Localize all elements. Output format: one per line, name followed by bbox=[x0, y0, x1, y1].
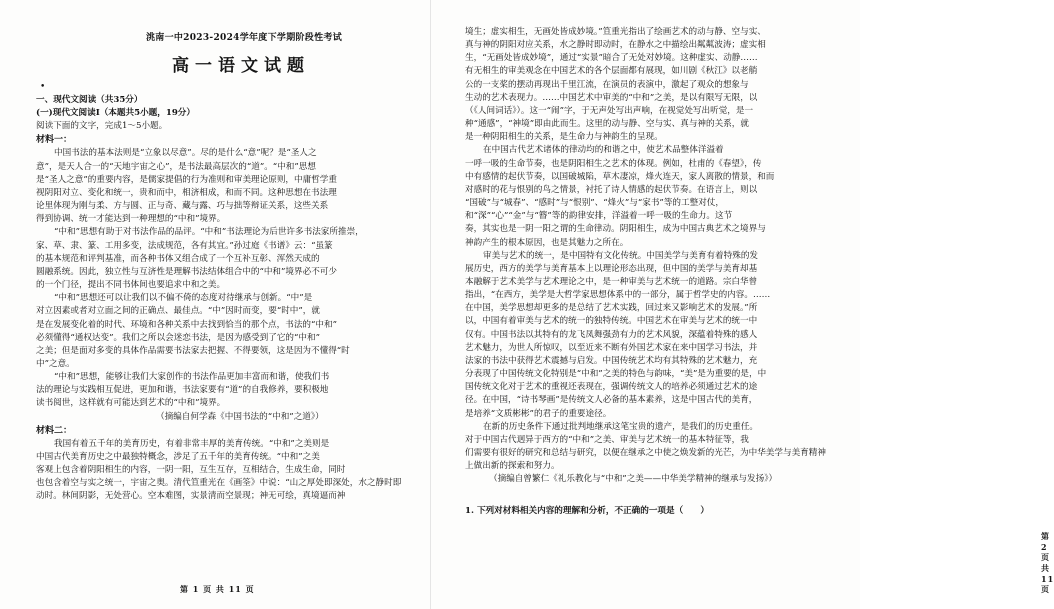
text-line: 论里体现为刚与柔、方与圆、正与奇、藏与露、巧与拙等辩证关系，这些关系 bbox=[36, 201, 329, 212]
text-line: 指出，“在西方，美学是大哲学家思想体系中的一部分，属于哲学史的内容。…… bbox=[465, 290, 771, 301]
exam-title: 高一语文试题 bbox=[172, 56, 310, 76]
material-1-source: （摘编自何学森《中国书法的“中和”之道》） bbox=[156, 411, 324, 422]
text-line: “中和”思想还可以让我们以不偏不倚的态度对待继承与创新。“中”是 bbox=[54, 293, 313, 304]
text-line: 也包含着空与实之统一，宇宙之奥。清代笪重光在《画筌》中说：“山之厚处即深处，水之静时即 bbox=[36, 478, 402, 489]
page-footer-1: 第 1 页 共 11 页 bbox=[180, 584, 255, 594]
material-2-body bbox=[36, 438, 412, 504]
text-line: 法的理论与实践相互促进，更加和谐，书法家要有“道”的自我修养，要积极地 bbox=[36, 385, 329, 396]
text-line: “中和”思想有助于对书法作品的品评。“中和”书法理论为后世许多书法家所推崇， bbox=[54, 227, 364, 238]
text-line: 在新的历史条件下通过批判地继承这笔宝贵的遗产，是我们的历史重任。 bbox=[483, 421, 759, 432]
text-line: 视阴阳对立、变化和统一，贵和而中，相济相成，和而不同。这种思想在书法理 bbox=[36, 187, 337, 198]
bullet-mark: • bbox=[40, 82, 46, 92]
material-2-heading: 材料二： bbox=[36, 425, 73, 436]
text-line: 径。在中国，“诗书琴画”是传统文人必备的基本素养，这是中国古代的美育， bbox=[465, 395, 758, 406]
page-footer-2: 第 2 页 共 11 页 bbox=[1041, 531, 1054, 594]
text-line: 是在发展变化着的时代、环境和各种关系中去找到恰当的那个点，书法的“中和” bbox=[36, 319, 337, 330]
text-line: 的一个门径，提出不同书体间也要追求中和之美。 bbox=[36, 280, 226, 291]
text-line: 生，“无画处皆成妙境”，通过“实景”暗合了无处对妙境。这种虚实、动静…… bbox=[465, 53, 758, 64]
page-left bbox=[0, 0, 430, 609]
material-1-body bbox=[36, 147, 412, 410]
text-line: 是一种阴阳相生的关系，是生命力与神韵生的呈现。 bbox=[465, 132, 663, 143]
text-line: “国破”与“城春”、“感时”与“恨别”、“烽火”与“家书”等的工整对仗， bbox=[465, 198, 724, 209]
text-line: 奏，其实也是一阴一阳之谓的生命律动。阴阳相生，成为中国古典艺术之境界与 bbox=[465, 224, 766, 235]
text-line: 的基本规范和评判基准，而各种书体又组合成了一个互补互彰、浑然天成的 bbox=[36, 253, 320, 264]
text-line: 中国古代美育历史之中最独特概念，涉足了五千年的美育传统。“中和”之美 bbox=[36, 451, 320, 462]
text-line: 以，中国有着审美与艺术的统一的独特传统。中国艺术在审美与艺术的统一中 bbox=[465, 316, 758, 327]
text-line: 展历史，西方的美学与美育基本上以理论形态出现，但中国的美学与美育却基 bbox=[465, 263, 758, 274]
text-line: 动时。林间阴影，无处营心。空本难图，实景清而空景现；神无可绘，真境逼而神 bbox=[36, 491, 346, 502]
text-line: 们需要有很好的研究和总结与研究，以便在继承之中使之焕发新的光芒，为中华美学与美育精神 bbox=[465, 448, 826, 458]
text-line: 是“圣人之意”的重要内容，是儒家提倡的行为准则和审美理论原则，中庸哲学重 bbox=[36, 174, 337, 185]
text-line: 客观上包含着阴阳相生的内容，一阴一阳，互生互存，互相结合，生成生命，同时 bbox=[36, 465, 346, 476]
text-line: 生动的艺术表现力。……中国艺术中审美的“中和”之美，是以有限写无限，以 bbox=[465, 92, 758, 103]
text-line: 本融解于艺术美学与艺术理论之中，是一种审美与艺术统一的道路。宗白华曾 bbox=[465, 276, 758, 287]
text-line: 意”，是天人合一的“天地宇宙之心”，是书法最高层次的“道”。“中和”思想 bbox=[36, 161, 316, 172]
text-line: 家、草、隶、篆、工用多变，法成规范，各有其宜。”孙过庭《书谱》云：“虽篆 bbox=[36, 240, 333, 251]
text-line: 在中国，美学思想却更多的是总结了艺术实践，回过来又影响艺术的发展。”所 bbox=[465, 303, 758, 314]
text-line: 在中国古代艺术诸体的律动均的和谐之中，使艺术品整体洋溢着 bbox=[483, 145, 724, 156]
text-line: 境生；虚实相生，无画处皆成妙境。”笪重光指出了绘画艺术的动与静、空与实、 bbox=[465, 27, 766, 37]
text-line: 中国书法的基本法则是“立象以尽意”。尽的是什么“意”呢？是“圣人之 bbox=[54, 148, 317, 159]
text-line: 艺术魅力，为世人所惊叹，以至近来不断有外国艺术家在来中国学习书法，并 bbox=[465, 342, 758, 353]
material-1-heading: 材料一： bbox=[36, 135, 73, 146]
text-line: 是培养“文质彬彬”的君子的重要途径。 bbox=[465, 408, 612, 419]
text-line: 中”之意。 bbox=[36, 358, 75, 369]
text-line: 一呼一吸的生命节奏，也是阴阳相生之艺术的体现。例如，杜甫的《春望》，传 bbox=[465, 158, 762, 169]
text-line: 读书阅世，这样就有可能达到艺术的“中和”境界。 bbox=[36, 398, 226, 409]
text-line: 得到协调、统一才能达到一种理想的“中和”境界。 bbox=[36, 214, 226, 225]
text-line: （《人间词话》）。这一“闹”字，于无声处写出声响，在视觉处写出听觉，是一 bbox=[465, 105, 754, 116]
page-right bbox=[430, 0, 1054, 609]
text-line: 国传统文化对于艺术的重视还表现在，强调传统文人的培养必须通过艺术的途 bbox=[465, 382, 758, 393]
section-heading: 一、现代文阅读（共35分） bbox=[36, 95, 143, 105]
text-line: 真与神的阴阳对应关系，水之静时即动时，在静水之中描绘出粼粼波涛；虚实相 bbox=[465, 40, 766, 51]
reading-instruction: 阅读下面的文字，完成1～5小题。 bbox=[36, 121, 168, 132]
text-line: 有无相生的审美观念在中国艺术的各个层面都有展现，如川剧《秋江》以老艄 bbox=[465, 66, 758, 77]
text-line: 对于中国古代迥异于西方的“中和”之美、审美与艺术统一的基本特征等，我 bbox=[465, 434, 749, 445]
text-line: 神韵产生的根本原因，也是其魅力之所在。 bbox=[465, 237, 629, 248]
text-line: 仅有。中国书法以其特有的龙飞凤舞强劲有力的艺术风貌，深蕴着特殊的感人 bbox=[465, 329, 758, 340]
text-line: “中和”思想，能够让我们大家创作的书法作品更加丰富而和谐，使我们书 bbox=[54, 372, 330, 383]
text-line: 分表现了中国传统文化特别是“中和”之美的特色与韵味，“美”是为重要的是，中 bbox=[465, 369, 767, 380]
text-line: 法家的书法中获得艺术震撼与启发。中国传统艺术均有其特殊的艺术魅力，充 bbox=[465, 355, 758, 366]
text-line: 我国有着五千年的美育历史，有着非常丰厚的美育传统。“中和”之美则是 bbox=[54, 438, 330, 449]
question-1: 1. 下列对材料相关内容的理解和分析，不正确的一项是（ ） bbox=[465, 506, 709, 517]
text-line: 必须懂得“通权达变”。我们之所以会迷恋书法，是因为感受到了它的“中和” bbox=[36, 332, 320, 343]
text-line: 种“通感”，“神境”即由此而生。这里的动与静、空与实、真与神的关系，就 bbox=[465, 119, 749, 130]
text-line: 和“深”“心”“金”与“簪”等的韵律安排，洋溢着一呼一吸的生命力。这节 bbox=[465, 211, 733, 222]
exam-header: 洮南一中2023-2024学年度下学期阶段性考试 bbox=[145, 33, 343, 43]
text-line: 对立因素或者对立面之间的正确点、最佳点。“中”因时而变，要“时中”，就 bbox=[36, 306, 320, 317]
text-line: 公的一支桨的摆动再现出千里江流，在演员的表演中，激起了观众的想象与 bbox=[465, 79, 749, 90]
material-2-source: （摘编自曾繁仁《礼乐教化与“中和”之美——中华美学精神的继承与发扬》） bbox=[489, 474, 778, 485]
text-line: 圆融系统。因此，独立性与互济性是理解书法结体组合中的“中和”境界必不可少 bbox=[36, 266, 337, 277]
text-line: 之美；但是面对多变的具体作品需要书法家去把握、不得要领，这是因为不懂得“时 bbox=[36, 345, 350, 356]
subsection-heading: (一)现代文阅读Ⅰ（本题共5小题，19分） bbox=[36, 108, 195, 119]
material-2-continuation bbox=[465, 26, 830, 473]
text-line: 中有感情的起伏节奏，以国破城陷，草木凄凉，烽火连天，家人离散的情景，和而 bbox=[465, 171, 775, 182]
text-line: 上做出新的探索和努力。 bbox=[465, 461, 560, 472]
text-line: 审美与艺术的统一，是中国特有文化传统。中国美学与美育有着特殊的发 bbox=[483, 250, 759, 261]
text-line: 对感时的花与恨别的鸟之情景，衬托了诗人情感的起伏节奏。在语言上，则以 bbox=[465, 184, 758, 195]
